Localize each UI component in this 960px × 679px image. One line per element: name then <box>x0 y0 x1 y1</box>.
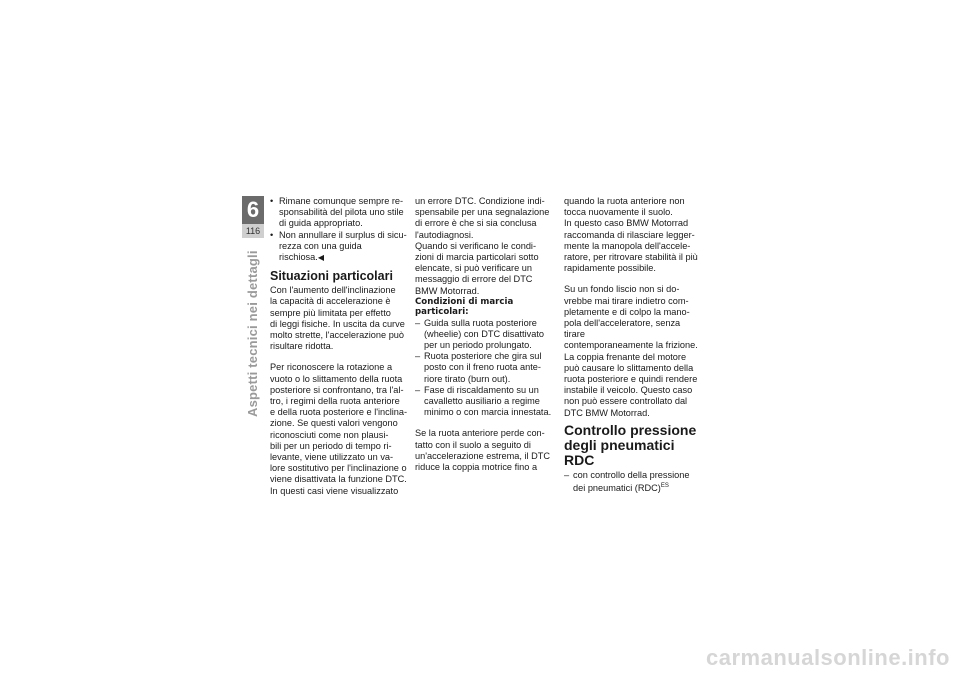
paragraph: Con l'aumento dell'inclinazione la capacità di accelerazione è sempre più limitata per effetto di leggi fisiche. In uscita da curve molto strette, l'accelerazione può risultare ridotta. <box>270 285 405 352</box>
paragraph: Per riconoscere la rotazione a vuoto o lo slittamento della ruota posteriore si confrontano, tra l'al- tro, i regimi della ruota anteriore e della ruota posteriore e l'inclina- zione. Se questi valori vengono riconosciuti come non plausi- bili per un periodo di tempo ri- levante, viene utilizzato un va- lore sostitutivo per l'inclinazione o viene disattivata la funzione DTC. In questi casi viene visualizzato <box>270 362 408 496</box>
bullet-icon: • <box>270 196 274 206</box>
bullet-item: • Non annullare il surplus di sicu- rezza con una guida rischiosa.◀ <box>270 229 407 263</box>
chapter-number: 6 <box>242 196 264 224</box>
paragraph: Su un fondo liscio non si do- vrebbe mai tirare indietro com- pletamente e di colpo la mano- pola dell'acceleratore, senza tirare contemporaneamente la frizione. La coppia frenante del motore può causare lo slittamento della ruota posteriore e quindi rendere instabile il veicolo. Questo caso non può essere controllato dal DTC BMW Motorrad. <box>564 284 698 418</box>
bullet-icon: • <box>270 229 274 240</box>
section-heading: Controllo pressione degli pneumatici RDC <box>564 421 697 468</box>
column-1 <box>270 196 408 497</box>
dash-icon: – <box>415 351 421 362</box>
dash-item: – Fase di riscaldamento su un cavalletto ausiliario a regime minimo o con marcia innestata. <box>415 384 552 418</box>
dash-icon: – <box>564 469 570 480</box>
dash-item: – con controllo della pressione dei pneumatici (RDC)$^{ES}$ <box>564 469 690 494</box>
page-number: 116 <box>242 224 264 238</box>
dash-item: – Guida sulla ruota posteriore (wheelie) con DTC disattivato per un periodo prolungato. <box>415 317 544 351</box>
subheading: Condizioni di marcia particolari: <box>415 296 514 318</box>
paragraph: quando la ruota anteriore non tocca nuovamente il suolo. In questo caso BMW Motorrad raccomanda di rilasciare legger- mente la manopola dell'accele- ratore, per ritrovare stabilità il più rapidamente possibile. <box>564 196 698 274</box>
dash-icon: – <box>415 317 421 328</box>
paragraph: Se la ruota anteriore perde con- tatto con il suolo a seguito di un'accelerazione estrema, il DTC riduce la coppia motrice fino a <box>415 428 551 473</box>
column-2 <box>415 196 553 473</box>
paragraph: un errore DTC. Condizione indi- spensabile per una segnalazione di errore è che si sia conclusa l'autodiagnosi. Quando si verificano le condi- zioni di marcia particolari sotto elencate, si può verificare un messaggio di errore del DTC BMW Motorrad. <box>415 196 550 296</box>
watermark: carmanualsonline.info <box>706 645 950 670</box>
section-heading: Situazioni particolari <box>270 269 393 284</box>
end-triangle-icon: ◀ <box>317 253 324 263</box>
section-title: Aspetti tecnici nei dettagli <box>245 250 260 417</box>
dash-icon: – <box>415 384 421 395</box>
dash-item: – Ruota posteriore che gira sul posto con il freno ruota ante- riore tirato (burn out). <box>415 351 542 384</box>
equipment-superscript: ES <box>660 483 669 490</box>
column-3 <box>564 196 702 494</box>
bullet-item: • Rimane comunque sempre re- sponsabilità del pilota uno stile di guida appropriato. <box>270 196 404 229</box>
chapter-tab <box>242 196 264 440</box>
